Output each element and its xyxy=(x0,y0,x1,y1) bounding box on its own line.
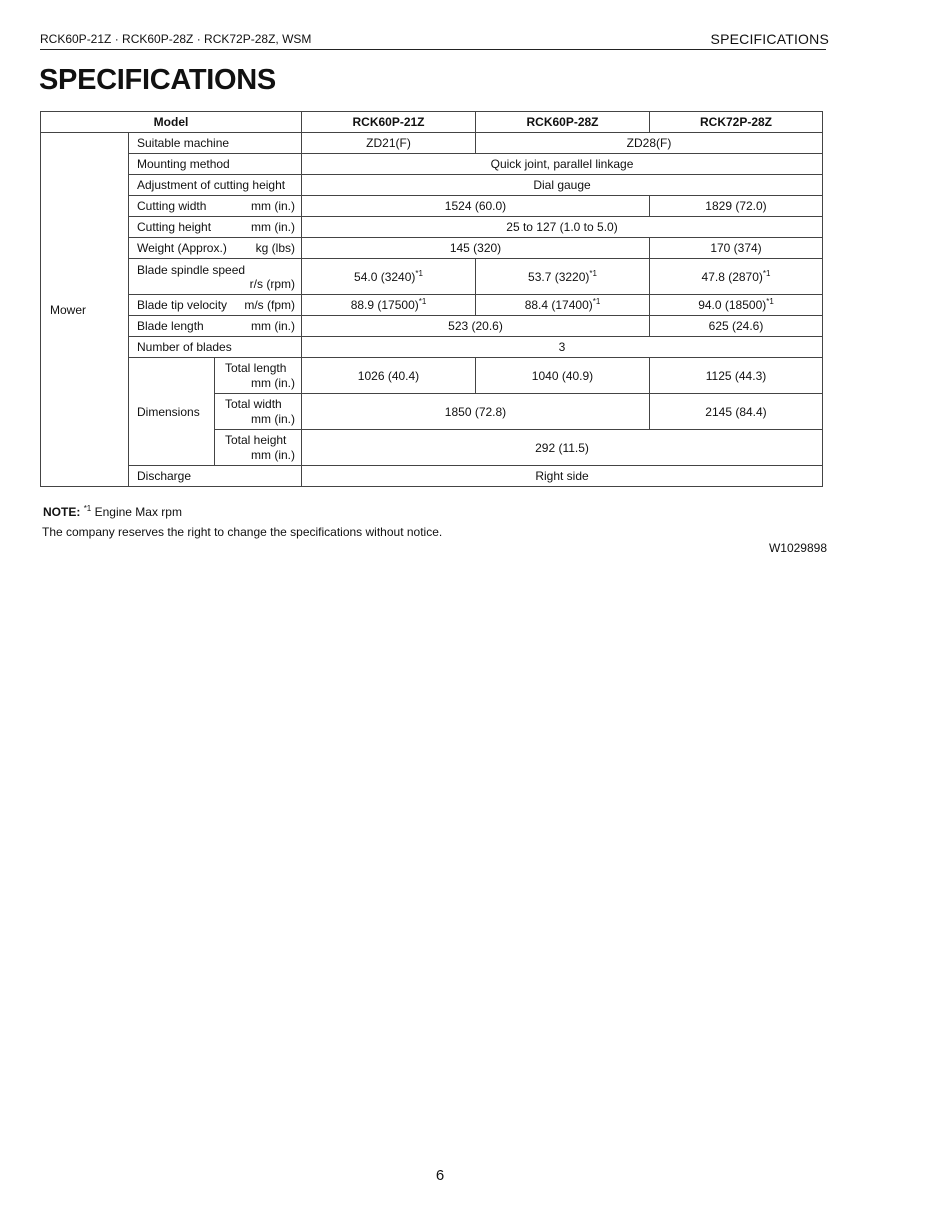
table-row xyxy=(41,466,823,487)
spec-table xyxy=(40,111,823,487)
footnote-mark: *1 xyxy=(83,504,92,513)
unit-text: r/s (rpm) xyxy=(249,276,295,291)
cell-value xyxy=(302,259,476,295)
page-number: 6 xyxy=(435,1167,445,1184)
cell-value: 170 (374) xyxy=(650,238,823,259)
model-rck72p-28z: RCK72P-28Z xyxy=(650,112,823,133)
cell-value xyxy=(476,259,650,295)
footnote-mark: *1 xyxy=(418,297,427,306)
cell-value: 1125 (44.3) xyxy=(650,358,823,394)
cell-value: 1026 (40.4) xyxy=(302,358,476,394)
table-row xyxy=(41,238,823,259)
unit-text: mm (in.) xyxy=(251,411,295,426)
model-header: Model xyxy=(41,112,302,133)
row-label xyxy=(129,295,302,316)
value-text: 53.7 (3220) xyxy=(528,269,590,284)
table-row xyxy=(41,154,823,175)
row-label xyxy=(129,259,302,295)
label-text: Total width xyxy=(225,396,282,411)
model-rck60p-28z: RCK60P-28Z xyxy=(476,112,650,133)
cell-value: ZD28(F) xyxy=(476,133,823,154)
row-label: Mounting method xyxy=(129,154,302,175)
label-text: Blade spindle speed xyxy=(137,262,246,277)
header-rule xyxy=(40,49,826,50)
table-row xyxy=(41,316,823,337)
cell-value: 2145 (84.4) xyxy=(650,394,823,430)
value-text: 47.8 (2870) xyxy=(701,269,763,284)
row-label xyxy=(129,217,302,238)
cell-value xyxy=(650,295,823,316)
unit-text: mm (in.) xyxy=(251,319,295,333)
cell-value: Quick joint, parallel linkage xyxy=(302,154,823,175)
disclaimer: The company reserves the right to change the specifications without notice. xyxy=(42,525,443,539)
cell-value xyxy=(650,259,823,295)
table-row xyxy=(41,295,823,316)
table-row xyxy=(41,217,823,238)
row-label xyxy=(129,238,302,259)
label-text: Blade length xyxy=(137,319,204,333)
dimensions-label: Dimensions xyxy=(129,358,215,466)
doc-code: W1029898 xyxy=(768,541,827,555)
cell-value: 3 xyxy=(302,337,823,358)
cell-value xyxy=(302,295,476,316)
sub-label xyxy=(215,430,302,466)
footnote-mark: *1 xyxy=(762,268,771,278)
table-row xyxy=(41,358,823,394)
value-text: 88.9 (17500) xyxy=(350,298,419,312)
cell-value: 1829 (72.0) xyxy=(650,196,823,217)
cell-value: 1850 (72.8) xyxy=(302,394,650,430)
row-label: Discharge xyxy=(129,466,302,487)
table-row xyxy=(41,133,823,154)
unit-text: mm (in.) xyxy=(251,199,295,213)
label-text: Total height xyxy=(225,432,287,447)
table-row xyxy=(41,175,823,196)
row-label xyxy=(129,316,302,337)
cell-value: 1040 (40.9) xyxy=(476,358,650,394)
table-row xyxy=(41,196,823,217)
page-title: SPECIFICATIONS xyxy=(39,64,276,96)
header-section: SPECIFICATIONS xyxy=(710,31,829,47)
cell-value: 1524 (60.0) xyxy=(302,196,650,217)
cell-value: 25 to 127 (1.0 to 5.0) xyxy=(302,217,823,238)
value-text: 54.0 (3240) xyxy=(354,269,416,284)
cell-value: 292 (11.5) xyxy=(302,430,823,466)
table-header-row xyxy=(41,112,823,133)
footnote-mark: *1 xyxy=(766,297,774,306)
footnote xyxy=(43,505,182,519)
row-label: Adjustment of cutting height xyxy=(129,175,302,196)
row-label: Suitable machine xyxy=(129,133,302,154)
cell-value: 523 (20.6) xyxy=(302,316,650,337)
value-text: 94.0 (18500) xyxy=(698,298,767,312)
header-models: RCK60P-21Z · RCK60P-28Z · RCK72P-28Z, WSM xyxy=(40,32,312,46)
footnote-mark: *1 xyxy=(592,297,601,306)
model-rck60p-21z: RCK60P-21Z xyxy=(302,112,476,133)
label-text: Cutting height xyxy=(137,220,212,234)
cell-value: Right side xyxy=(302,466,823,487)
cell-value xyxy=(476,295,650,316)
cell-value: 145 (320) xyxy=(302,238,650,259)
label-text: Weight (Approx.) xyxy=(137,241,227,255)
unit-text: kg (lbs) xyxy=(255,241,295,255)
unit-text: m/s (fpm) xyxy=(244,298,295,312)
unit-text: mm (in.) xyxy=(251,375,295,390)
label-text: Total length xyxy=(225,360,287,375)
label-text: Blade tip velocity xyxy=(137,298,228,312)
row-label xyxy=(129,196,302,217)
cell-value: ZD21(F) xyxy=(302,133,476,154)
unit-text: mm (in.) xyxy=(251,447,295,462)
value-text: 88.4 (17400) xyxy=(524,298,593,312)
group-mower: Mower xyxy=(41,133,129,487)
cell-value: 625 (24.6) xyxy=(650,316,823,337)
label-text: Cutting width xyxy=(137,199,207,213)
footnote-mark: *1 xyxy=(589,268,597,278)
note-text: Engine Max rpm xyxy=(94,505,182,519)
note-label: NOTE: xyxy=(43,505,81,519)
cell-value: Dial gauge xyxy=(302,175,823,196)
table-row xyxy=(41,259,823,295)
sub-label xyxy=(215,394,302,430)
table-row xyxy=(41,337,823,358)
footnote-mark: *1 xyxy=(415,268,423,278)
sub-label xyxy=(215,358,302,394)
row-label: Number of blades xyxy=(129,337,302,358)
unit-text: mm (in.) xyxy=(251,220,295,234)
